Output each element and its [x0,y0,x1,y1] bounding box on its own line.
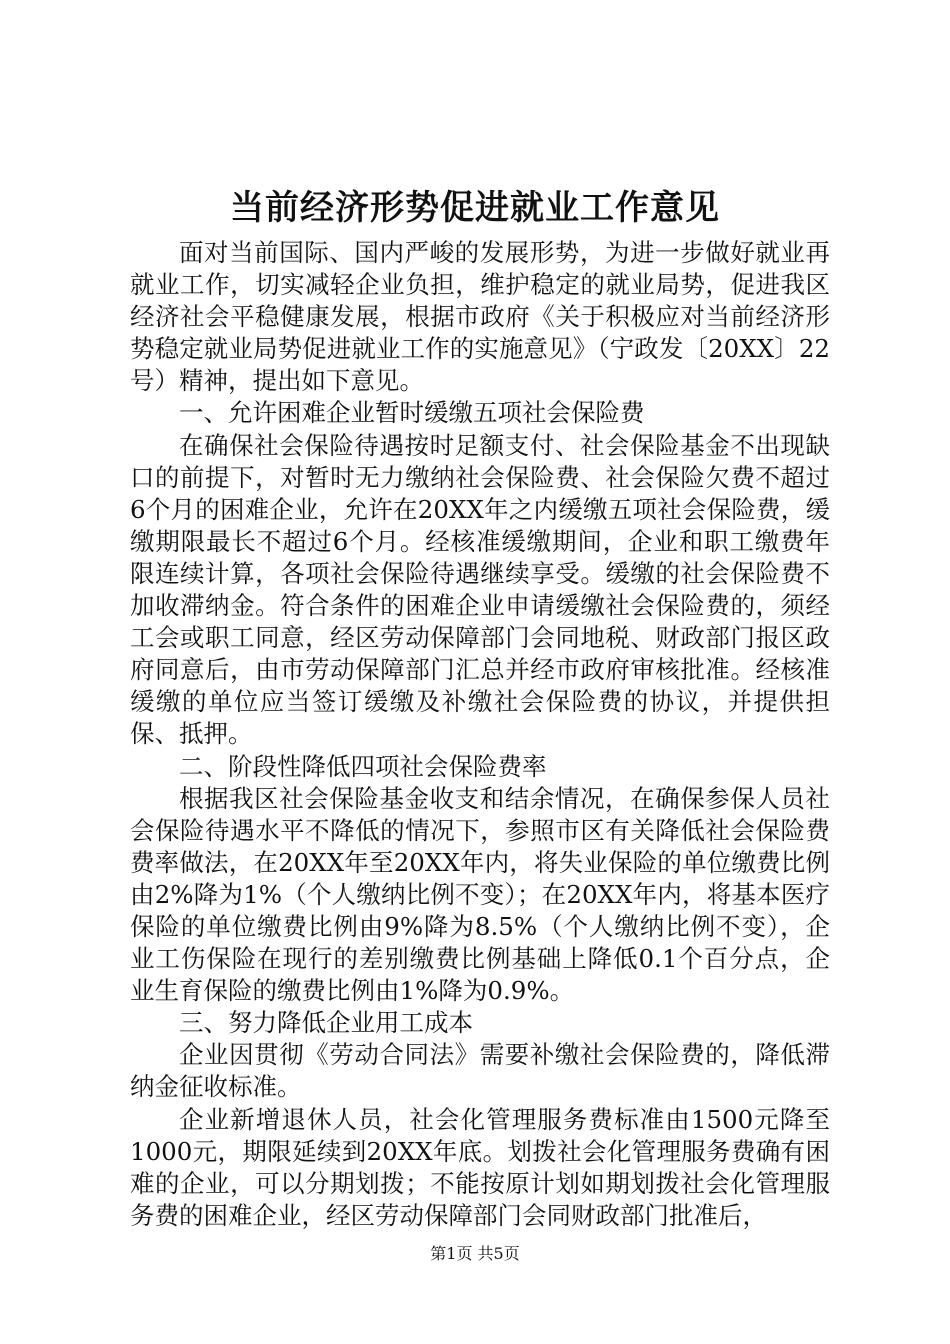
document-title: 当前经济形势促进就业工作意见 [230,188,720,228]
document-body [130,237,830,1232]
body-paragraph: 在确保社会保险待遇按时足额支付、社会保险基金不出现缺口的前提下，对暂时无力缴纳社会保险费、社会保险欠费不超过6个月的困难企业，允许在20XX年之内缓缴五项社会保险费，缓缴期限最长不超过6个月。经核准缓缴期间，企业和职工缴费年限连续计算，各项社会保险待遇继续享受。缓缴的社会保险费不加收滞纳金。符合条件的困难企业申请缓缴社会保险费的，须经工会或职工同意，经区劳动保障部门会同地税、财政部门报区政府同意后，由市劳动保障部门汇总并经市政府审核批准。经核准缓缴的单位应当签订缓缴及补缴社会保险费的协议，并提供担保、抵押。 [130,430,830,749]
section-heading-2: 二、阶段性降低四项社会保险费率 [179,751,547,781]
section-heading-1: 一、允许困难企业暂时缓缴五项社会保险费 [179,398,645,428]
section-heading-3: 三、努力降低企业用工成本 [179,1008,473,1038]
body-paragraph: 企业新增退休人员，社会化管理服务费标准由1500元降至1000元，期限延续到20XX年底。划拨社会化管理服务费确有困难的企业，可以分期划拨；不能按原计划如期划拨社会化管理服务费的困难企业，经区劳动保障部门会同财政部门批准后， [130,1104,830,1230]
body-paragraph: 企业因贯彻《劳动合同法》需要补缴社会保险费的，降低滞纳金征收标准。 [130,1040,830,1102]
intro-paragraph: 面对当前国际、国内严峻的发展形势，为进一步做好就业再就业工作，切实减轻企业负担，维护稳定的就业局势，促进我区经济社会平稳健康发展，根据市政府《关于积极应对当前经济形势稳定就业局势促进就业工作的实施意见》（宁政发〔20XX〕22号）精神，提出如下意见。 [130,238,830,396]
page-number-footer: 第1页 共5页 [430,1244,520,1263]
body-paragraph: 根据我区社会保险基金收支和结余情况，在确保参保人员社会保险待遇水平不降低的情况下，参照市区有关降低社会保险费费率做法，在20XX年至20XX年内，将失业保险的单位缴费比例由2%降为1%（个人缴纳比例不变）；在20XX年内，将基本医疗保险的单位缴费比例由9%降为8.5%（个人缴纳比例不变），企业工伤保险在现行的差别缴费比例基础上降低0.1个百分点，企业生育保险的缴费比例由1%降为0.9%。 [130,783,830,1006]
